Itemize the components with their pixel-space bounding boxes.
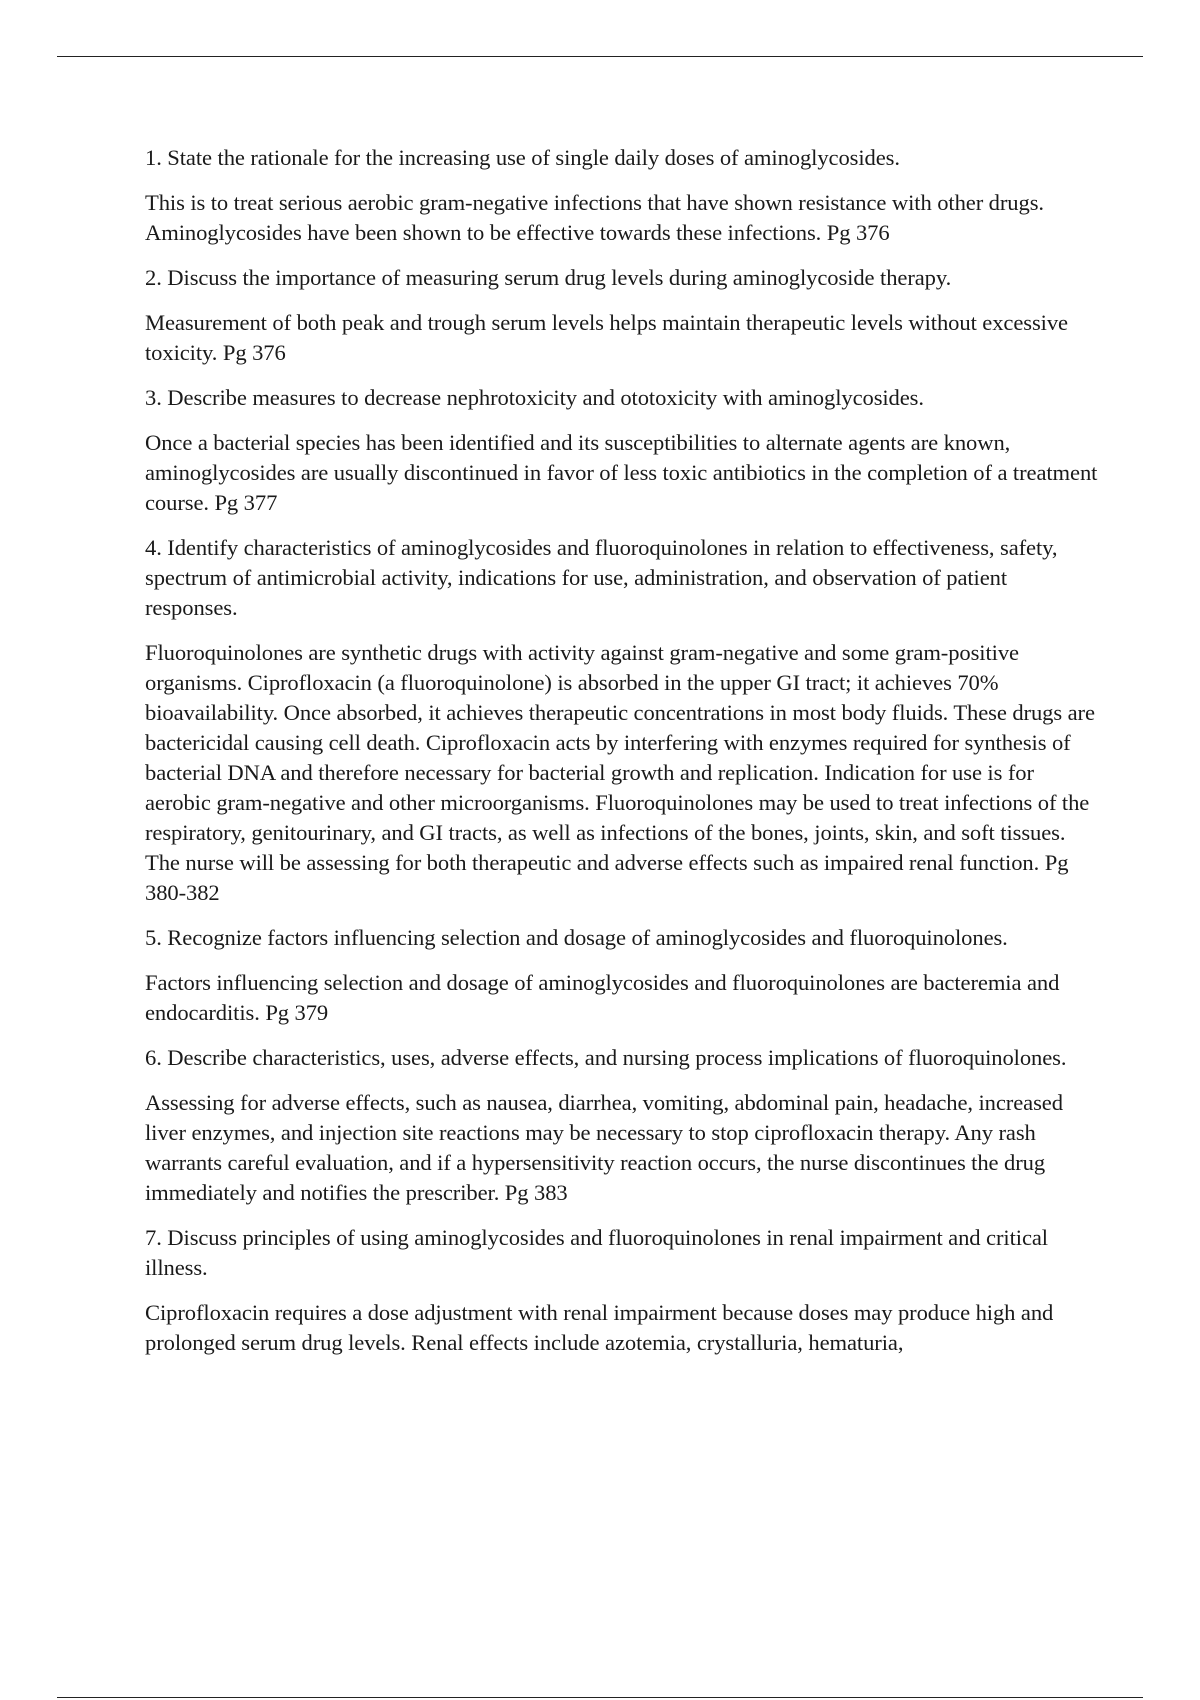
question-1: 1. State the rationale for the increasing use of single daily doses of aminoglycosides. [145, 145, 900, 170]
question-4: 4. Identify characteristics of aminoglycosides and fluoroquinolones in relation to effectiveness, safety, spectrum of antimicrobial activity, indications for use, administration, and observation of patient responses. [145, 535, 1058, 620]
answer-2: Measurement of both peak and trough serum levels helps maintain therapeutic levels without excessive toxicity. Pg 376 [145, 310, 1068, 365]
answer-6: Assessing for adverse effects, such as nausea, diarrhea, vomiting, abdominal pain, headache, increased liver enzymes, and injection site reactions may be necessary to stop ciprofloxacin therapy. Any rash warrants careful evaluation, and if a hypersensitivity reaction occurs, the nurse discontinues the drug immediately and notifies the prescriber. Pg 383 [145, 1090, 1063, 1205]
question-7: 7. Discuss principles of using aminoglycosides and fluoroquinolones in renal impairment and critical illness. [145, 1225, 1048, 1280]
answer-5: Factors influencing selection and dosage of aminoglycosides and fluoroquinolones are bacteremia and endocarditis. Pg 379 [145, 970, 1060, 1025]
document-body [145, 143, 1105, 1373]
header-rule [57, 56, 1143, 57]
question-6: 6. Describe characteristics, uses, adverse effects, and nursing process implications of fluoroquinolones. [145, 1045, 1067, 1070]
question-2: 2. Discuss the importance of measuring serum drug levels during aminoglycoside therapy. [145, 265, 952, 290]
answer-1: This is to treat serious aerobic gram-negative infections that have shown resistance with other drugs. Aminoglycosides have been shown to be effective towards these infections. Pg 376 [145, 190, 1044, 245]
answer-3: Once a bacterial species has been identified and its susceptibilities to alternate agents are known, aminoglycosides are usually discontinued in favor of less toxic antibiotics in the completion of a treatment course. Pg 377 [145, 430, 1098, 515]
answer-4: Fluoroquinolones are synthetic drugs with activity against gram-negative and some gram-positive organisms. Ciprofloxacin (a fluoroquinolone) is absorbed in the upper GI tract; it achieves 70% bioavailability. Once absorbed, it achieves therapeutic concentrations in most body fluids. These drugs are bactericidal causing cell death. Ciprofloxacin acts by interfering with enzymes required for synthesis of bacterial DNA and therefore necessary for bacterial growth and replication. Indication for use is for aerobic gram-negative and other microorganisms. Fluoroquinolones may be used to treat infections of the respiratory, genitourinary, and GI tracts, as well as infections of the bones, joints, skin, and soft tissues. The nurse will be assessing for both therapeutic and adverse effects such as impaired renal function. Pg 380-382 [145, 640, 1095, 905]
footer-rule [57, 1697, 1143, 1698]
answer-7: Ciprofloxacin requires a dose adjustment with renal impairment because doses may produce high and prolonged serum drug levels. Renal effects include azotemia, crystalluria, hematuria, [145, 1300, 1054, 1355]
question-5: 5. Recognize factors influencing selection and dosage of aminoglycosides and fluoroquinolones. [145, 925, 1008, 950]
question-3: 3. Describe measures to decrease nephrotoxicity and ototoxicity with aminoglycosides. [145, 385, 924, 410]
